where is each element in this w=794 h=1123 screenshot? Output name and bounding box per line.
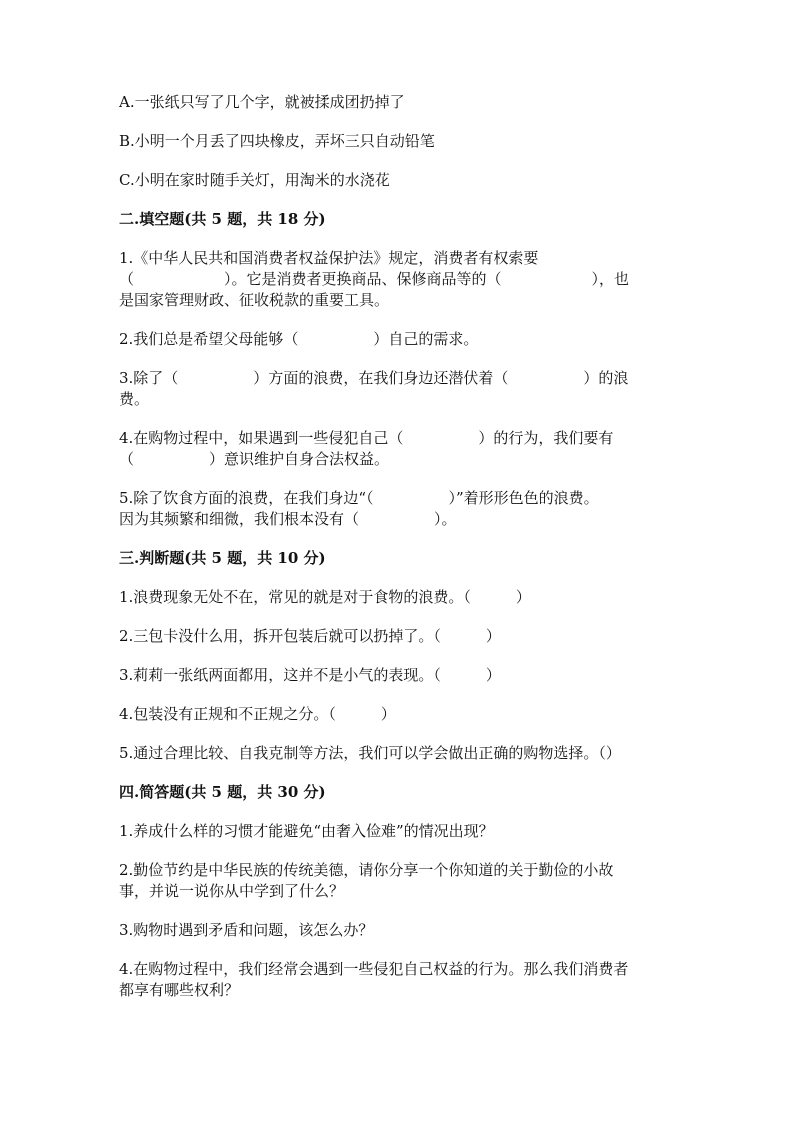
question-line: 4.在购物过程中，我们经常会遇到一些侵犯自己权益的行为。那么我们消费者 (119, 960, 629, 978)
question-line: 2.三包卡没什么用，拆开包装后就可以扔掉了。（ ） (119, 627, 501, 645)
question-line: 3.除了（ ）方面的浪费，在我们身边还潜伏着（ ）的浪 (119, 369, 629, 387)
question-line: 4.包装没有正规和不正规之分。（ ） (119, 705, 396, 723)
fill-blank-question-5 (119, 488, 679, 530)
question-line: 3.购物时遇到矛盾和问题，该怎么办？ (119, 921, 374, 939)
question-line: 费。 (119, 390, 150, 408)
true-false-question-3 (119, 665, 679, 686)
section-title-short-answer: 四.简答题(共 5 题，共 30 分) (119, 783, 326, 801)
option-b: B.小明一个月丢了四块橡皮，弄坏三只自动铅笔 (119, 132, 435, 150)
true-false-question-2 (119, 626, 679, 647)
question-line: 因为其频繁和细微，我们根本没有（ ）。 (119, 510, 457, 528)
question-line: 5.除了饮食方面的浪费，在我们身边“（ ）”着形形色色的浪费。 (119, 489, 599, 507)
short-answer-question-4 (119, 959, 679, 1001)
question-line: 3.莉莉一张纸两面都用，这并不是小气的表现。（ ） (119, 666, 501, 684)
exam-page (119, 92, 679, 1019)
question-line: 1.《中华人民共和国消费者权益保护法》规定，消费者有权索要 (119, 249, 539, 267)
question-line: 5.通过合理比较、自我克制等方法，我们可以学会做出正确的购物选择。（） (119, 744, 621, 762)
fill-blank-question-4 (119, 428, 679, 470)
question-line: 1.浪费现象无处不在，常见的就是对于食物的浪费。（ ） (119, 588, 531, 606)
section-title-true-false: 三.判断题(共 5 题，共 10 分) (119, 549, 326, 567)
fill-blank-question-1 (119, 248, 679, 311)
option-a: A.一张纸只写了几个字，就被揉成团扔掉了 (119, 93, 405, 111)
question-line: （ ）。它是消费者更换商品、保修商品等的（ ），也 (119, 270, 630, 288)
fill-blank-question-2 (119, 329, 679, 350)
true-false-question-5 (119, 743, 679, 764)
short-answer-question-3 (119, 920, 679, 941)
question-line: 是国家管理财政、征收税款的重要工具。 (119, 291, 390, 309)
true-false-question-4 (119, 704, 679, 725)
short-answer-question-2 (119, 860, 679, 902)
question-line: （ ）意识维护自身合法权益。 (119, 450, 390, 468)
question-line: 都享有哪些权利？ (119, 981, 240, 999)
option-c: C.小明在家时随手关灯，用淘米的水浇花 (119, 171, 390, 189)
fill-blank-question-3 (119, 368, 679, 410)
section-title-fill-blank: 二.填空题(共 5 题，共 18 分) (119, 210, 326, 228)
question-line: 2.勤俭节约是中华民族的传统美德，请你分享一个你知道的关于勤俭的小故 (119, 861, 614, 879)
question-line: 4.在购物过程中，如果遇到一些侵犯自己（ ）的行为，我们要有 (119, 429, 614, 447)
short-answer-question-1 (119, 821, 679, 842)
question-line: 事，并说一说你从中学到了什么？ (119, 882, 345, 900)
true-false-question-1 (119, 587, 679, 608)
question-line: 1.养成什么样的习惯才能避免“由奢入俭难”的情况出现？ (119, 822, 494, 840)
question-line: 2.我们总是希望父母能够（ ）自己的需求。 (119, 330, 479, 348)
